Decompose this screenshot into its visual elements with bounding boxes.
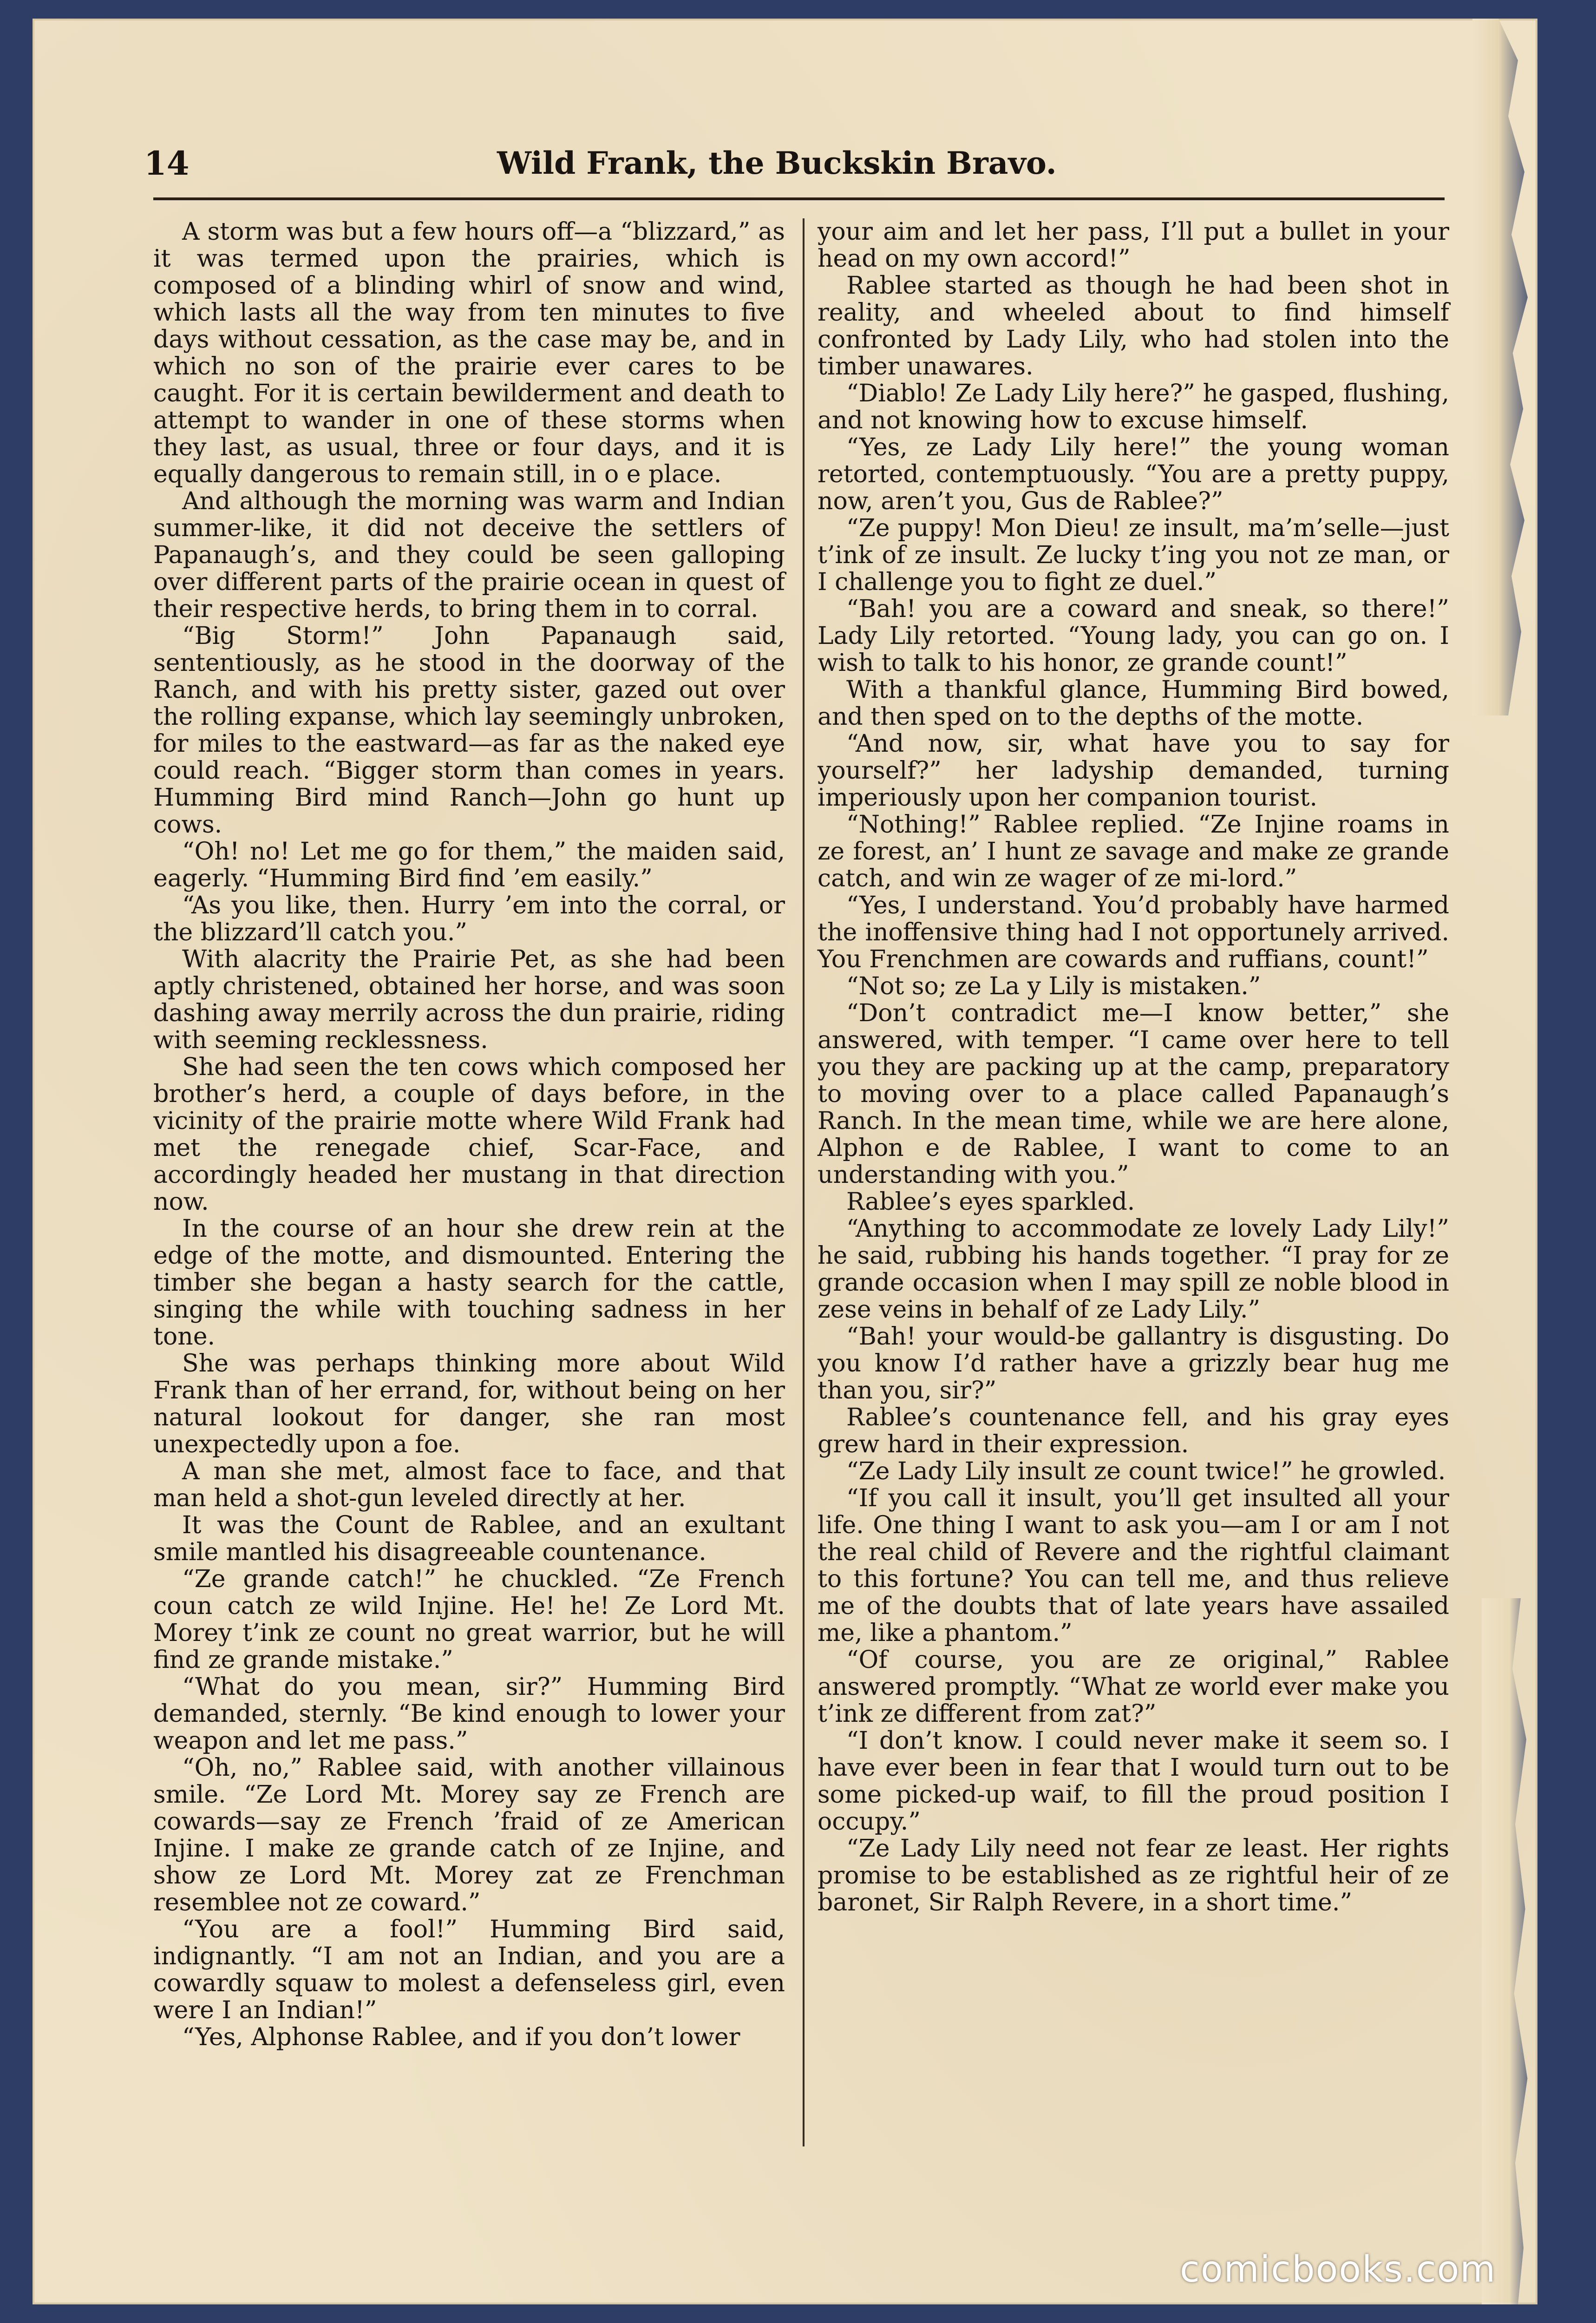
- paragraph: “Anything to accommodate ze lovely Lady Lily!” he said, rubbing his hands together. “I pray for ze grande occasion when I may spill ze noble blood in zese veins in behalf of ze Lady Lily.”: [818, 1215, 1449, 1324]
- paragraph: It was the Count de Rablee, and an exultant smile mantled his disagreeable countenance.: [153, 1511, 785, 1566]
- paragraph: “Yes, Alphonse Rablee, and if you don’t lower: [182, 2023, 740, 2051]
- paragraph: “Ze Lady Lily need not fear ze least. Her rights promise to be established as ze rightful heir of ze baronet, Sir Ralph Revere, in a short time.”: [818, 1835, 1449, 1916]
- paragraph: “And now, sir, what have you to say for yourself?” her ladyship demanded, turning imperiously upon her companion tourist.: [818, 730, 1449, 812]
- paragraph: “Ze puppy! Mon Dieu! ze insult, ma’m’selle—just t’ink of ze insult. Ze lucky t’ing you not ze man, or I challenge you to fight ze duel.”: [818, 514, 1449, 596]
- paragraph: “Not so; ze La y Lily is mistaken.”: [846, 972, 1261, 1000]
- header-rule: [153, 197, 1445, 200]
- paragraph: “Ze Lady Lily insult ze count twice!” he growled.: [846, 1457, 1446, 1485]
- paragraph: “Bah! you are a coward and sneak, so there!” Lady Lily retorted. “Young lady, you can go on. I wish to talk to his honor, ze grande count!”: [818, 595, 1449, 677]
- paragraph: “If you call it insult, you’ll get insulted all your life. One thing I want to ask you—am I or am I not the real child of Revere and the rightful claimant to this fortune? You can tell me, and thus relieve me of the doubts that of late years have assailed me, like a phantom.”: [818, 1484, 1449, 1647]
- paragraph: A storm was but a few hours off—a “blizzard,” as it was termed upon the prairies, which is composed of a blinding whirl of snow and wind, which lasts all the way from ten minutes to five days without cessation, as the case may be, and in which no son of the prairie ever cares to be caught. For it is certain bewilderment and death to attempt to wander in one of these storms when they last, as usual, three or four days, and it is equally dangerous to remain still, in o e place.: [153, 218, 785, 488]
- paragraph: “Don’t contradict me—I know better,” she answered, with temper. “I came over here to tell you they are packing up at the camp, preparatory to moving over to a place called Papanaugh’s Ranch. In the mean time, while we are here alone, Alphon e de Rablee, I want to come to an understanding with you.”: [818, 999, 1449, 1189]
- watermark: comicbooks.com: [1180, 2249, 1497, 2290]
- paragraph: “Oh, no,” Rablee said, with another villainous smile. “Ze Lord Mt. Morey say ze French are cowards—say ze French ’fraid of ze American Injine. I make ze grande catch of ze Injine, and show ze Lord Mt. Morey zat ze Frenchman resemblee not ze coward.”: [153, 1754, 785, 1916]
- paragraph: “Yes, ze Lady Lily here!” the young woman retorted, contemptuously. “You are a pretty puppy, now, aren’t you, Gus de Rablee?”: [818, 433, 1449, 515]
- paragraph: She was perhaps thinking more about Wild Frank than of her errand, for, without being on her natural lookout for danger, she ran most unexpectedly upon a foe.: [153, 1350, 785, 1458]
- paragraph: “What do you mean, sir?” Humming Bird demanded, sternly. “Be kind enough to lower your weapon and let me pass.”: [153, 1673, 785, 1755]
- paragraph: Rablee’s countenance fell, and his gray eyes grew hard in their expression.: [818, 1404, 1449, 1458]
- torn-page-edge-lower: [1482, 1598, 1537, 2304]
- paragraph: “Ze grande catch!” he chuckled. “Ze French coun catch ze wild Injine. He! he! Ze Lord Mt. Morey t’ink ze count no great warrior, but he will find ze grande mistake.”: [153, 1565, 785, 1674]
- paragraph: “Nothing!” Rablee replied. “Ze Injine roams in ze forest, an’ I hunt ze savage and make ze grande catch, and win ze wager of ze mi-lord.”: [818, 811, 1449, 892]
- paragraph: “Diablo! Ze Lady Lily here?” he gasped, flushing, and not knowing how to excuse himself.: [818, 380, 1449, 434]
- page-number: 14: [144, 144, 190, 183]
- paragraph: “Yes, I understand. You’d probably have harmed the inoffensive thing had I not opportunely arrived. You Frenchmen are cowards and ruffians, count!”: [818, 892, 1449, 973]
- column-divider: [803, 218, 805, 2146]
- paragraph: “Of course, you are ze original,” Rablee answered promptly. “What ze world ever make you t’ink ze different from zat?”: [818, 1646, 1449, 1728]
- paragraph: With alacrity the Prairie Pet, as she had been aptly christened, obtained her horse, and was soon dashing away merrily across the dun prairie, riding with seeming recklessness.: [153, 945, 785, 1054]
- paragraph: Rablee’s eyes sparkled.: [846, 1188, 1135, 1216]
- paragraph: And although the morning was warm and Indian summer-like, it did not deceive the settlers of Papanaugh’s, and they could be seen galloping over different parts of the prairie ocean in quest of their respective herds, to bring them in to corral.: [153, 487, 785, 623]
- page-header: [116, 139, 1463, 195]
- paragraph: “Oh! no! Let me go for them,” the maiden said, eagerly. “Humming Bird find ’em easily.”: [153, 838, 785, 892]
- paragraph: With a thankful glance, Humming Bird bowed, and then sped on to the depths of the motte.: [818, 676, 1449, 731]
- paragraph: She had seen the ten cows which composed her brother’s herd, a couple of days before, in the vicinity of the prairie motte where Wild Frank had met the renegade chief, Scar-Face, and accordingly headed her mustang in that direction now.: [153, 1053, 785, 1216]
- running-title: Wild Frank, the Buckskin Bravo.: [497, 145, 1057, 181]
- paragraph: A man she met, almost face to face, and that man held a shot-gun leveled directly at her.: [153, 1457, 785, 1512]
- paragraph: “Bah! your would-be gallantry is disgusting. Do you know I’d rather have a grizzly bear hug me than you, sir?”: [818, 1323, 1449, 1404]
- paragraph: “I don’t know. I could never make it seem so. I have ever been in fear that I would turn out to be some picked-up waif, to fill the proud position I occupy.”: [818, 1727, 1449, 1836]
- left-column: [153, 218, 785, 2051]
- paragraph: “As you like, then. Hurry ’em into the corral, or the blizzard’ll catch you.”: [153, 892, 785, 946]
- paragraph: In the course of an hour she drew rein at the edge of the motte, and dismounted. Entering the timber she began a hasty search for the cattle, singing the while with touching sadness in her tone.: [153, 1215, 785, 1351]
- right-column: [818, 218, 1449, 1916]
- paragraph: “Big Storm!” John Papanaugh said, sententiously, as he stood in the doorway of the Ranch, and with his pretty sister, gazed out over the rolling expanse, which lay seemingly unbroken, for miles to the eastward—as far as the naked eye could reach. “Bigger storm than comes in years. Humming Bird mind Ranch—John go hunt up cows.: [153, 622, 785, 839]
- paragraph: Rablee started as though he had been shot in reality, and wheeled about to find himself confronted by Lady Lily, who had stolen into the timber unawares.: [818, 272, 1449, 381]
- paragraph: your aim and let her pass, I’ll put a bullet in your head on my own accord!”: [818, 218, 1449, 273]
- torn-page-edge: [1472, 19, 1537, 715]
- paragraph: “You are a fool!” Humming Bird said, indignantly. “I am not an Indian, and you are a cowardly squaw to molest a defenseless girl, even were I an Indian!”: [153, 1916, 785, 2024]
